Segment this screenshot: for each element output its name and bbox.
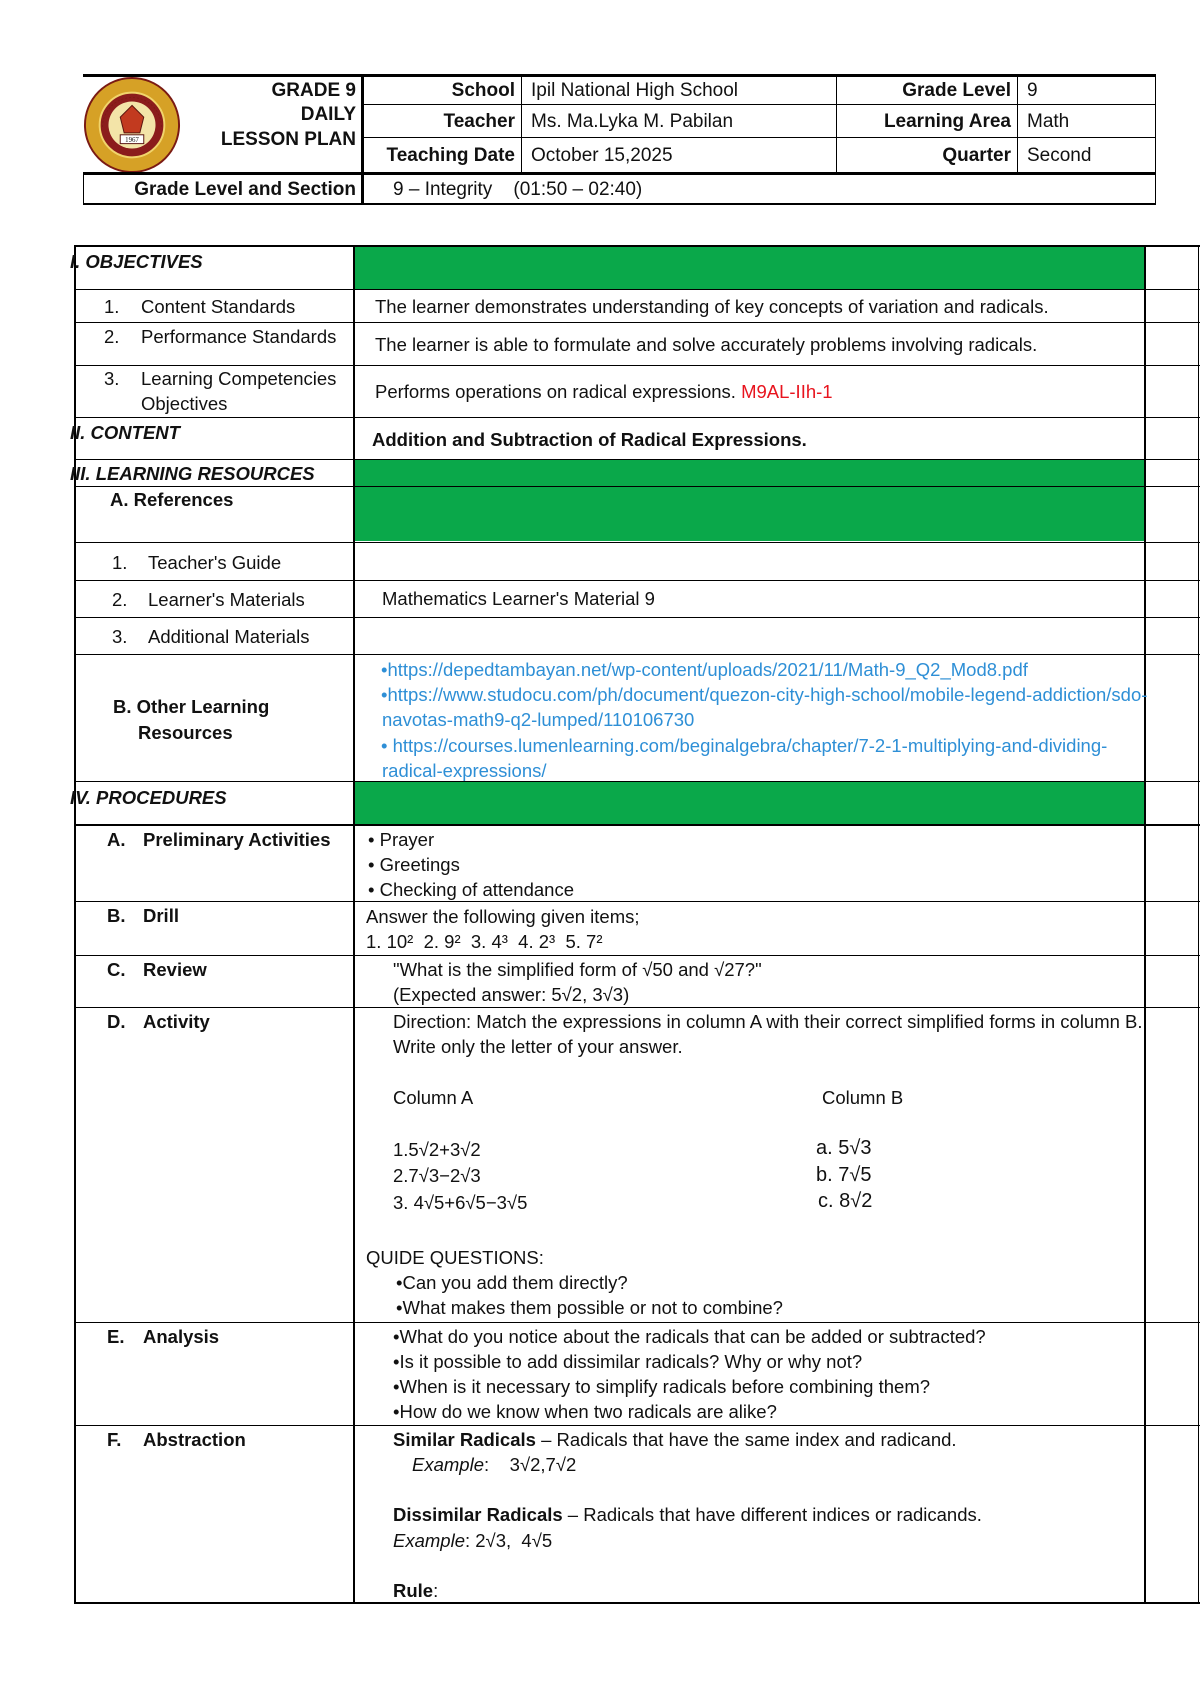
- column-a-item: 3. 4√5+6√5−3√5: [393, 1192, 528, 1213]
- abstraction-letter: F.: [107, 1429, 122, 1450]
- resource-link-2[interactable]: •https://www.studocu.com/ph/document/quezon-city-high-school/mobile-legend-addiction/sdo-: [381, 684, 1148, 705]
- resources-heading: III. LEARNING RESOURCES: [70, 463, 315, 484]
- analysis-question: •Is it possible to add dissimilar radicals? Why or why not?: [393, 1351, 863, 1372]
- teacher-value: Ms. Ma.Lyka M. Pabilan: [531, 111, 734, 132]
- example-label: Example: [393, 1530, 465, 1551]
- teachers-guide-label: Teacher's Guide: [148, 552, 282, 573]
- competencies-label-1: Learning Competencies: [141, 368, 337, 389]
- resource-link-2-cont[interactable]: navotas-math9-q2-lumped/110106730: [382, 709, 695, 730]
- additional-materials-label: Additional Materials: [148, 626, 310, 647]
- content-value: Addition and Subtraction of Radical Expressions.: [372, 429, 807, 450]
- column-a-heading: Column A: [393, 1087, 474, 1108]
- resource-link-1[interactable]: •https://depedtambayan.net/wp-content/uploads/2021/11/Math-9_Q2_Mod8.pdf: [381, 659, 1028, 680]
- quarter-label: Quarter: [942, 145, 1011, 166]
- title-line-1: GRADE 9: [271, 80, 356, 101]
- column-b-item: c. 8√2: [818, 1190, 873, 1212]
- content-standards-number: 1.: [104, 296, 120, 317]
- school-label: School: [451, 80, 515, 101]
- guide-question: •Can you add them directly?: [396, 1272, 628, 1293]
- dissimilar-radicals-text: – Radicals that have different indices or radicands.: [562, 1504, 982, 1525]
- school-seal-logo: [83, 76, 181, 174]
- quarter-value: Second: [1027, 145, 1092, 166]
- column-a-item: 1.5√2+3√2: [393, 1139, 481, 1160]
- dissimilar-radicals-definition: [393, 1503, 982, 1526]
- references-fill: [355, 486, 1144, 541]
- grade-level-label: Grade Level: [902, 80, 1011, 101]
- analysis-question: •When is it necessary to simplify radicals before combining them?: [393, 1376, 931, 1397]
- title-line-3: LESSON PLAN: [220, 129, 356, 150]
- activity-letter: D.: [107, 1011, 126, 1032]
- preliminary-item: • Checking of attendance: [368, 879, 575, 900]
- grade-section-label: Grade Level and Section: [134, 179, 356, 200]
- analysis-letter: E.: [107, 1326, 125, 1347]
- similar-radicals-example: [412, 1453, 576, 1476]
- procedures-heading: IV. PROCEDURES: [70, 787, 227, 808]
- competencies-number: 3.: [104, 368, 120, 389]
- rule-label-text: Rule: [393, 1580, 434, 1601]
- review-question: "What is the simplified form of √50 and √27?": [393, 959, 762, 980]
- school-value: Ipil National High School: [531, 80, 739, 101]
- similar-example-text: : 3√2,7√2: [483, 1454, 577, 1475]
- guide-question: •What makes them possible or not to combine?: [396, 1297, 783, 1318]
- learners-materials-label: Learner's Materials: [148, 589, 305, 610]
- analysis-question: •How do we know when two radicals are alike?: [393, 1401, 777, 1422]
- analysis-question: •What do you notice about the radicals that can be added or subtracted?: [393, 1326, 986, 1347]
- preliminary-letter: A.: [107, 829, 126, 850]
- review-label: Review: [143, 959, 207, 980]
- references-label: A. References: [110, 489, 234, 510]
- activity-direction-1: Direction: Match the expressions in column A with their correct simplified forms in column B.: [393, 1011, 1143, 1032]
- teacher-label: Teacher: [443, 111, 515, 132]
- rule-colon: :: [433, 1580, 439, 1601]
- teachers-guide-number: 1.: [112, 552, 128, 573]
- objectives-fill: [355, 246, 1144, 290]
- content-standards-value: The learner demonstrates understanding of key concepts of variation and radicals.: [375, 296, 1049, 317]
- competencies-value: [375, 380, 833, 403]
- teaching-date-value: October 15,2025: [531, 145, 673, 166]
- svg-text:1967: 1967: [125, 137, 139, 145]
- analysis-label: Analysis: [143, 1326, 220, 1347]
- preliminary-item: • Prayer: [368, 829, 435, 850]
- competency-code: M9AL-IIh-1: [741, 381, 833, 402]
- content-heading: II. CONTENT: [70, 422, 180, 443]
- additional-materials-number: 3.: [112, 626, 128, 647]
- learners-materials-value: Mathematics Learner's Material 9: [382, 588, 655, 609]
- content-standards-label: Content Standards: [141, 296, 296, 317]
- dissimilar-radicals-term: Dissimilar Radicals: [393, 1504, 563, 1525]
- procedures-fill: [355, 782, 1144, 824]
- grade-level-value: 9: [1027, 80, 1038, 101]
- dissimilar-example-text: : 2√3, 4√5: [464, 1530, 553, 1551]
- other-resources-label-2: Resources: [138, 722, 233, 743]
- rule-label: [393, 1579, 438, 1602]
- review-letter: C.: [107, 959, 126, 980]
- similar-radicals-term: Similar Radicals: [393, 1429, 536, 1450]
- learners-materials-number: 2.: [112, 589, 128, 610]
- column-b-heading: Column B: [822, 1087, 904, 1108]
- learning-area-value: Math: [1027, 111, 1070, 132]
- title-line-2: DAILY: [300, 104, 356, 125]
- preliminary-label: Preliminary Activities: [143, 829, 331, 850]
- column-b-item: a. 5√3: [816, 1137, 872, 1159]
- activity-direction-2: Write only the letter of your answer.: [393, 1036, 683, 1057]
- grade-section-value: 9 – Integrity (01:50 – 02:40): [393, 179, 643, 200]
- resource-link-3[interactable]: • https://courses.lumenlearning.com/beginalgebra/chapter/7-2-1-multiplying-and-dividing-: [381, 735, 1108, 756]
- preliminary-item: • Greetings: [368, 854, 460, 875]
- resources-fill: [355, 460, 1144, 486]
- lesson-plan-header: [83, 74, 1156, 206]
- performance-standards-number: 2.: [104, 326, 120, 347]
- column-a-item: 2.7√3−2√3: [393, 1165, 481, 1186]
- performance-standards-value: The learner is able to formulate and solve accurately problems involving radicals.: [375, 334, 1038, 355]
- drill-instruction: Answer the following given items;: [366, 906, 640, 927]
- teaching-date-label: Teaching Date: [386, 145, 515, 166]
- drill-items: 1. 10² 2. 9² 3. 4³ 4. 2³ 5. 7²: [366, 931, 603, 952]
- column-b-item: b. 7√5: [816, 1164, 872, 1186]
- example-label: Example: [412, 1454, 484, 1475]
- performance-standards-label: Performance Standards: [141, 326, 337, 347]
- guide-questions-heading: QUIDE QUESTIONS:: [366, 1247, 544, 1268]
- similar-radicals-definition: [393, 1428, 957, 1451]
- competencies-label-2: Objectives: [141, 393, 228, 414]
- resource-link-3-cont[interactable]: radical-expressions/: [382, 760, 547, 781]
- similar-radicals-text: – Radicals that have the same index and radicand.: [535, 1429, 957, 1450]
- activity-label: Activity: [143, 1011, 210, 1032]
- other-resources-label-1: B. Other Learning: [113, 696, 270, 717]
- review-answer: (Expected answer: 5√2, 3√3): [393, 984, 630, 1005]
- abstraction-label: Abstraction: [143, 1429, 246, 1450]
- objectives-heading: I. OBJECTIVES: [70, 251, 203, 272]
- drill-letter: B.: [107, 905, 126, 926]
- learning-area-label: Learning Area: [883, 111, 1011, 132]
- drill-label: Drill: [143, 905, 179, 926]
- dissimilar-radicals-example: [393, 1529, 552, 1552]
- competencies-text: Performs operations on radical expressions.: [375, 381, 742, 402]
